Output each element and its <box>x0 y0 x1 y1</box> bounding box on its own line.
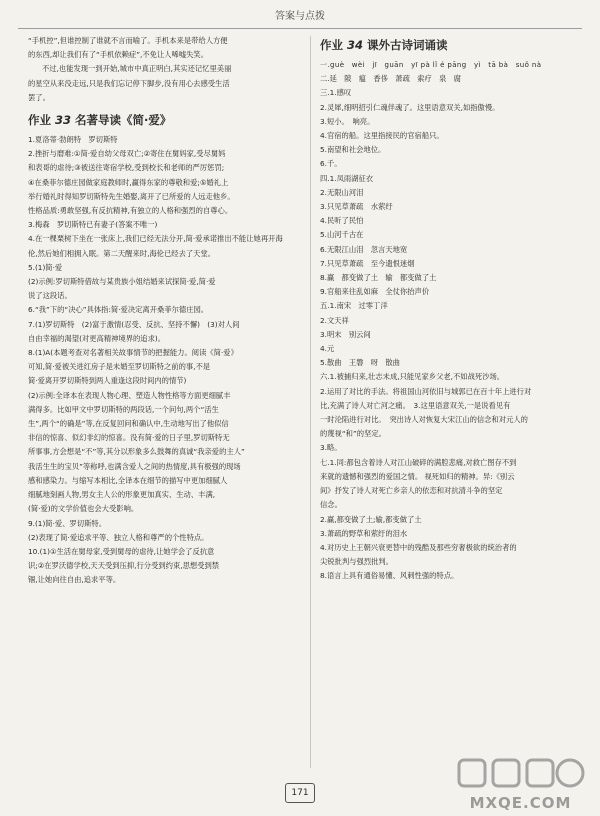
answer-line: 2.文天祥 <box>320 315 349 325</box>
answer-line: 7.(1)罗切斯特 (2)富于激情(忍受、反抗、坚持不懈) (3)对人间 <box>28 319 240 329</box>
answer-line: 二.延 陂 瘟 香侈 萧疏 索疗 泉 腐 <box>320 74 461 84</box>
answer-line: 和表哥的虐待;③被送往寄宿学校,受到校长和老师的严厉惩罚; <box>28 163 225 173</box>
answer-line: 可知,简·爱被关进红房子是未婚至罗切斯特之前的事,不是 <box>28 362 211 372</box>
answer-line: 3.萧疏的野草和萦纡的泪水 <box>320 528 408 538</box>
section-title: 课外古诗词诵读 <box>367 38 448 52</box>
answer-line: 4.民听了民怕 <box>320 216 364 226</box>
answer-line: 细腻地刻画人物,男女主人公的形象更加真实、生动、丰满, <box>28 490 216 500</box>
text-line: “手机控”,但谁控制了谁就不言而喻了。手机本来是带给人方便 <box>28 36 228 45</box>
answer-line: 锢,让她向往自由,追求平等。 <box>28 575 121 585</box>
answer-line: 4.元 <box>320 344 335 354</box>
answer-line: 3.短小。 响亮。 <box>320 116 375 126</box>
answer-line: 4.在一棵栗树下坐在一张床上,我们已经无法分开,简·爱承诺推出不能让她再开海 <box>28 234 283 244</box>
answer-line: 2.运用了对比的手法。将祖国山河依旧与城郭已在百十年上进行对 <box>320 386 532 396</box>
header-title: 答案与点拨 <box>275 11 325 22</box>
answer-line: 3.略。 <box>320 443 342 453</box>
answer-line: 来就的遗憾和强烈的爱国之情。 视死如归的精神。异:《别云 <box>320 471 515 481</box>
answer-line: 4.官宿的船。这里指接民的官宿船只。 <box>320 131 444 141</box>
answer-line: 我活生生的宝贝”等称呼,也满含爱人之间的热情度,具有极强的现场 <box>28 461 241 471</box>
answer-line: 满得多。比如甲文中罗切斯特的两段话,一个问句,两个“活生 <box>28 404 219 414</box>
text-line: 的东西,却让我们有了“手机依赖症”,不免让人唏嘘失笑。 <box>28 50 209 60</box>
pinyin-line: 一.guè wèi jī guān yī pà lǐ é pāng yì tā bà suǒ nà <box>320 61 542 69</box>
answer-line: 举行婚礼时得知罗切斯特先生婚娶,离开了已所爱的人远走他乡。 <box>28 191 235 201</box>
text-line: 的星空从来没走远,只是我们忘记停下脚步,没有用心去感受生活 <box>28 78 230 88</box>
answer-line: 五.1.南宋 过零丁洋 <box>320 301 388 311</box>
answer-line: 6.“我”下的“决心”具体指:简·爱决定离开桑菲尔德庄园。 <box>28 305 209 315</box>
answer-line: 一时沦陷进行对比。 突出诗人对恢复大宋江山的信念和对元人的 <box>320 415 528 425</box>
answer-line: 9.官船来往乱如麻 全仗你抬声价 <box>320 287 430 297</box>
answer-line: 4.对历史上王朝兴衰更替中的残酷及那些穷奢极欲的统治者的 <box>320 542 517 552</box>
answer-line: 七.1.同:都包含着诗人对江山破碎的满腔悲痛,对救亡图存不到 <box>320 457 517 467</box>
answer-line: 简·爱离开罗切斯特到两人重逢这段时间内的情节) <box>28 376 187 386</box>
answer-line: 8.语言上具有通俗易懂、风刺性强的特点。 <box>320 571 459 581</box>
answer-line: 8.(1)A(本题考查对名著相关故事情节的把握能力。阅读《简·爱》 <box>28 348 238 358</box>
answer-line: 六.1.被捕归来,壮志未成,只能见家乡父老,不如战死沙场。 <box>320 372 505 382</box>
answer-line: 三.1.感叹 <box>320 88 352 98</box>
left-column <box>28 34 300 776</box>
section-number: 33 <box>55 113 72 128</box>
section-title: 名著导读《简·爱》 <box>75 113 172 128</box>
answer-line: 5.散曲 王磐 呀 散曲 <box>320 358 400 368</box>
answer-line: 10.(1)①生活在舅母家,受到舅母的虐待,让她学会了反抗意 <box>28 546 215 556</box>
watermark-text: MXQE.COM <box>469 794 572 812</box>
answer-line: 说了这段话。 <box>28 291 72 301</box>
answer-line: 所事事,方会想是“不”等,其分以形象多么鼓舞的真诚“我亲爱的主人” <box>28 447 245 457</box>
answer-line: 尖锐批判与强烈批判。 <box>320 557 393 567</box>
page-header <box>18 6 582 29</box>
answer-line: 伦,然后她们相拥入眠。第二天醒来时,海伦已经去了天堂。 <box>28 248 216 258</box>
answer-line: (简·爱)的文学价值也会大受影响。 <box>28 504 139 514</box>
answer-line: 3.明末 别云间 <box>320 329 371 339</box>
answer-line: 5.(1)简·爱 <box>28 262 63 272</box>
answer-line: 7.只见草萧疏 至今遗恨迷烟 <box>320 258 415 268</box>
section-34-heading <box>320 34 588 56</box>
answer-line: 识;②在罗沃德学校,天天受到压抑,行分受到约束,思想受到禁 <box>28 561 220 571</box>
section-33-heading <box>28 109 300 131</box>
answer-line: (2)示例:全译本在表现人物心理、塑造人物性格等方面更细腻丰 <box>28 390 231 400</box>
answer-line: 8.赢 都变做了土 输 都变做了土 <box>320 273 437 283</box>
answer-line: 自由幸福的渴望(对更高精神境界的追求)。 <box>28 333 166 343</box>
column-divider <box>310 36 311 768</box>
answer-line: 2.挫折与磨难:①简·爱自幼父母双亡;②寄住在舅妈家,受尽舅妈 <box>28 149 226 159</box>
section-prefix: 作业 <box>320 38 343 52</box>
page-number: 171 <box>285 783 315 803</box>
answer-line: 生”,两个“的确是”等,在反复回问和确认中,生动地写出了他似信 <box>28 419 229 429</box>
answer-line: 信念。 <box>320 500 342 510</box>
answer-line: 间》抒发了诗人对死亡乡亲人的依恋和对抗清斗争的坚定 <box>320 486 503 496</box>
answer-line: 5.山河千古在 <box>320 230 364 240</box>
answer-line: 感和感染力。与缩写本相比,全译本在细节的描写中更加细腻人 <box>28 475 228 485</box>
section-number: 34 <box>347 38 364 52</box>
answer-line: 性格品质:勇敢坚强,有反抗精神,有独立的人格和强烈的自尊心。 <box>28 206 233 216</box>
site-watermark <box>453 754 588 814</box>
answer-line: 的蔑视“和”的坚定。 <box>320 429 386 439</box>
answer-line: (2)示例:罗切斯特借故与某贵族小姐结婚来试探简·爱,简·爱 <box>28 277 216 287</box>
section-prefix: 作业 <box>28 113 51 128</box>
answer-line: 2.灵犀,细明招引仁魂伴魂了。这里语意双关,如指傲慢。 <box>320 102 500 112</box>
answer-line: 5.南望和社会地位。 <box>320 145 386 155</box>
answer-line: 2.无限山河泪 <box>320 187 364 197</box>
answer-line: 非信的惊喜、似幻非幻的惊喜。没有简·爱的日子里,罗切斯特无 <box>28 433 230 443</box>
answer-line: 6.无限江山泪 忽言天地宽 <box>320 244 408 254</box>
answer-line: 3.只见草萧疏 水萦纡 <box>320 202 393 212</box>
text-line: 罢了。 <box>28 92 50 102</box>
answer-line: 3.梅森 罗切斯特已有妻子(答案不唯一) <box>28 220 158 230</box>
answer-line: ④在桑菲尔德庄园做家庭教师时,赢得东家的尊敬和爱;⑤婚礼上 <box>28 177 229 187</box>
answer-line: 四.1.凤雨湖征衣 <box>320 173 374 183</box>
answer-line: 6.千。 <box>320 159 342 169</box>
right-column <box>320 34 588 776</box>
answer-line: 9.(1)简·爱、罗切斯特。 <box>28 518 106 528</box>
answer-line: 1.夏洛蒂·勃朗特 罗切斯特 <box>28 135 118 145</box>
watermark-logo-icon <box>453 754 588 794</box>
answer-line: 比,充满了诗人对亡河之痛。 3.这里语意双关,一是说看见有 <box>320 400 511 410</box>
answer-line: (2)表现了简·爱追求平等、独立人格和尊严的个性特点。 <box>28 532 209 542</box>
text-line: 不过,也能发现一到开始,城市中真正明白,其实还记忆里美丽 <box>42 64 232 74</box>
answer-line: 2.赢,都变做了土;输,都变做了土 <box>320 514 422 524</box>
